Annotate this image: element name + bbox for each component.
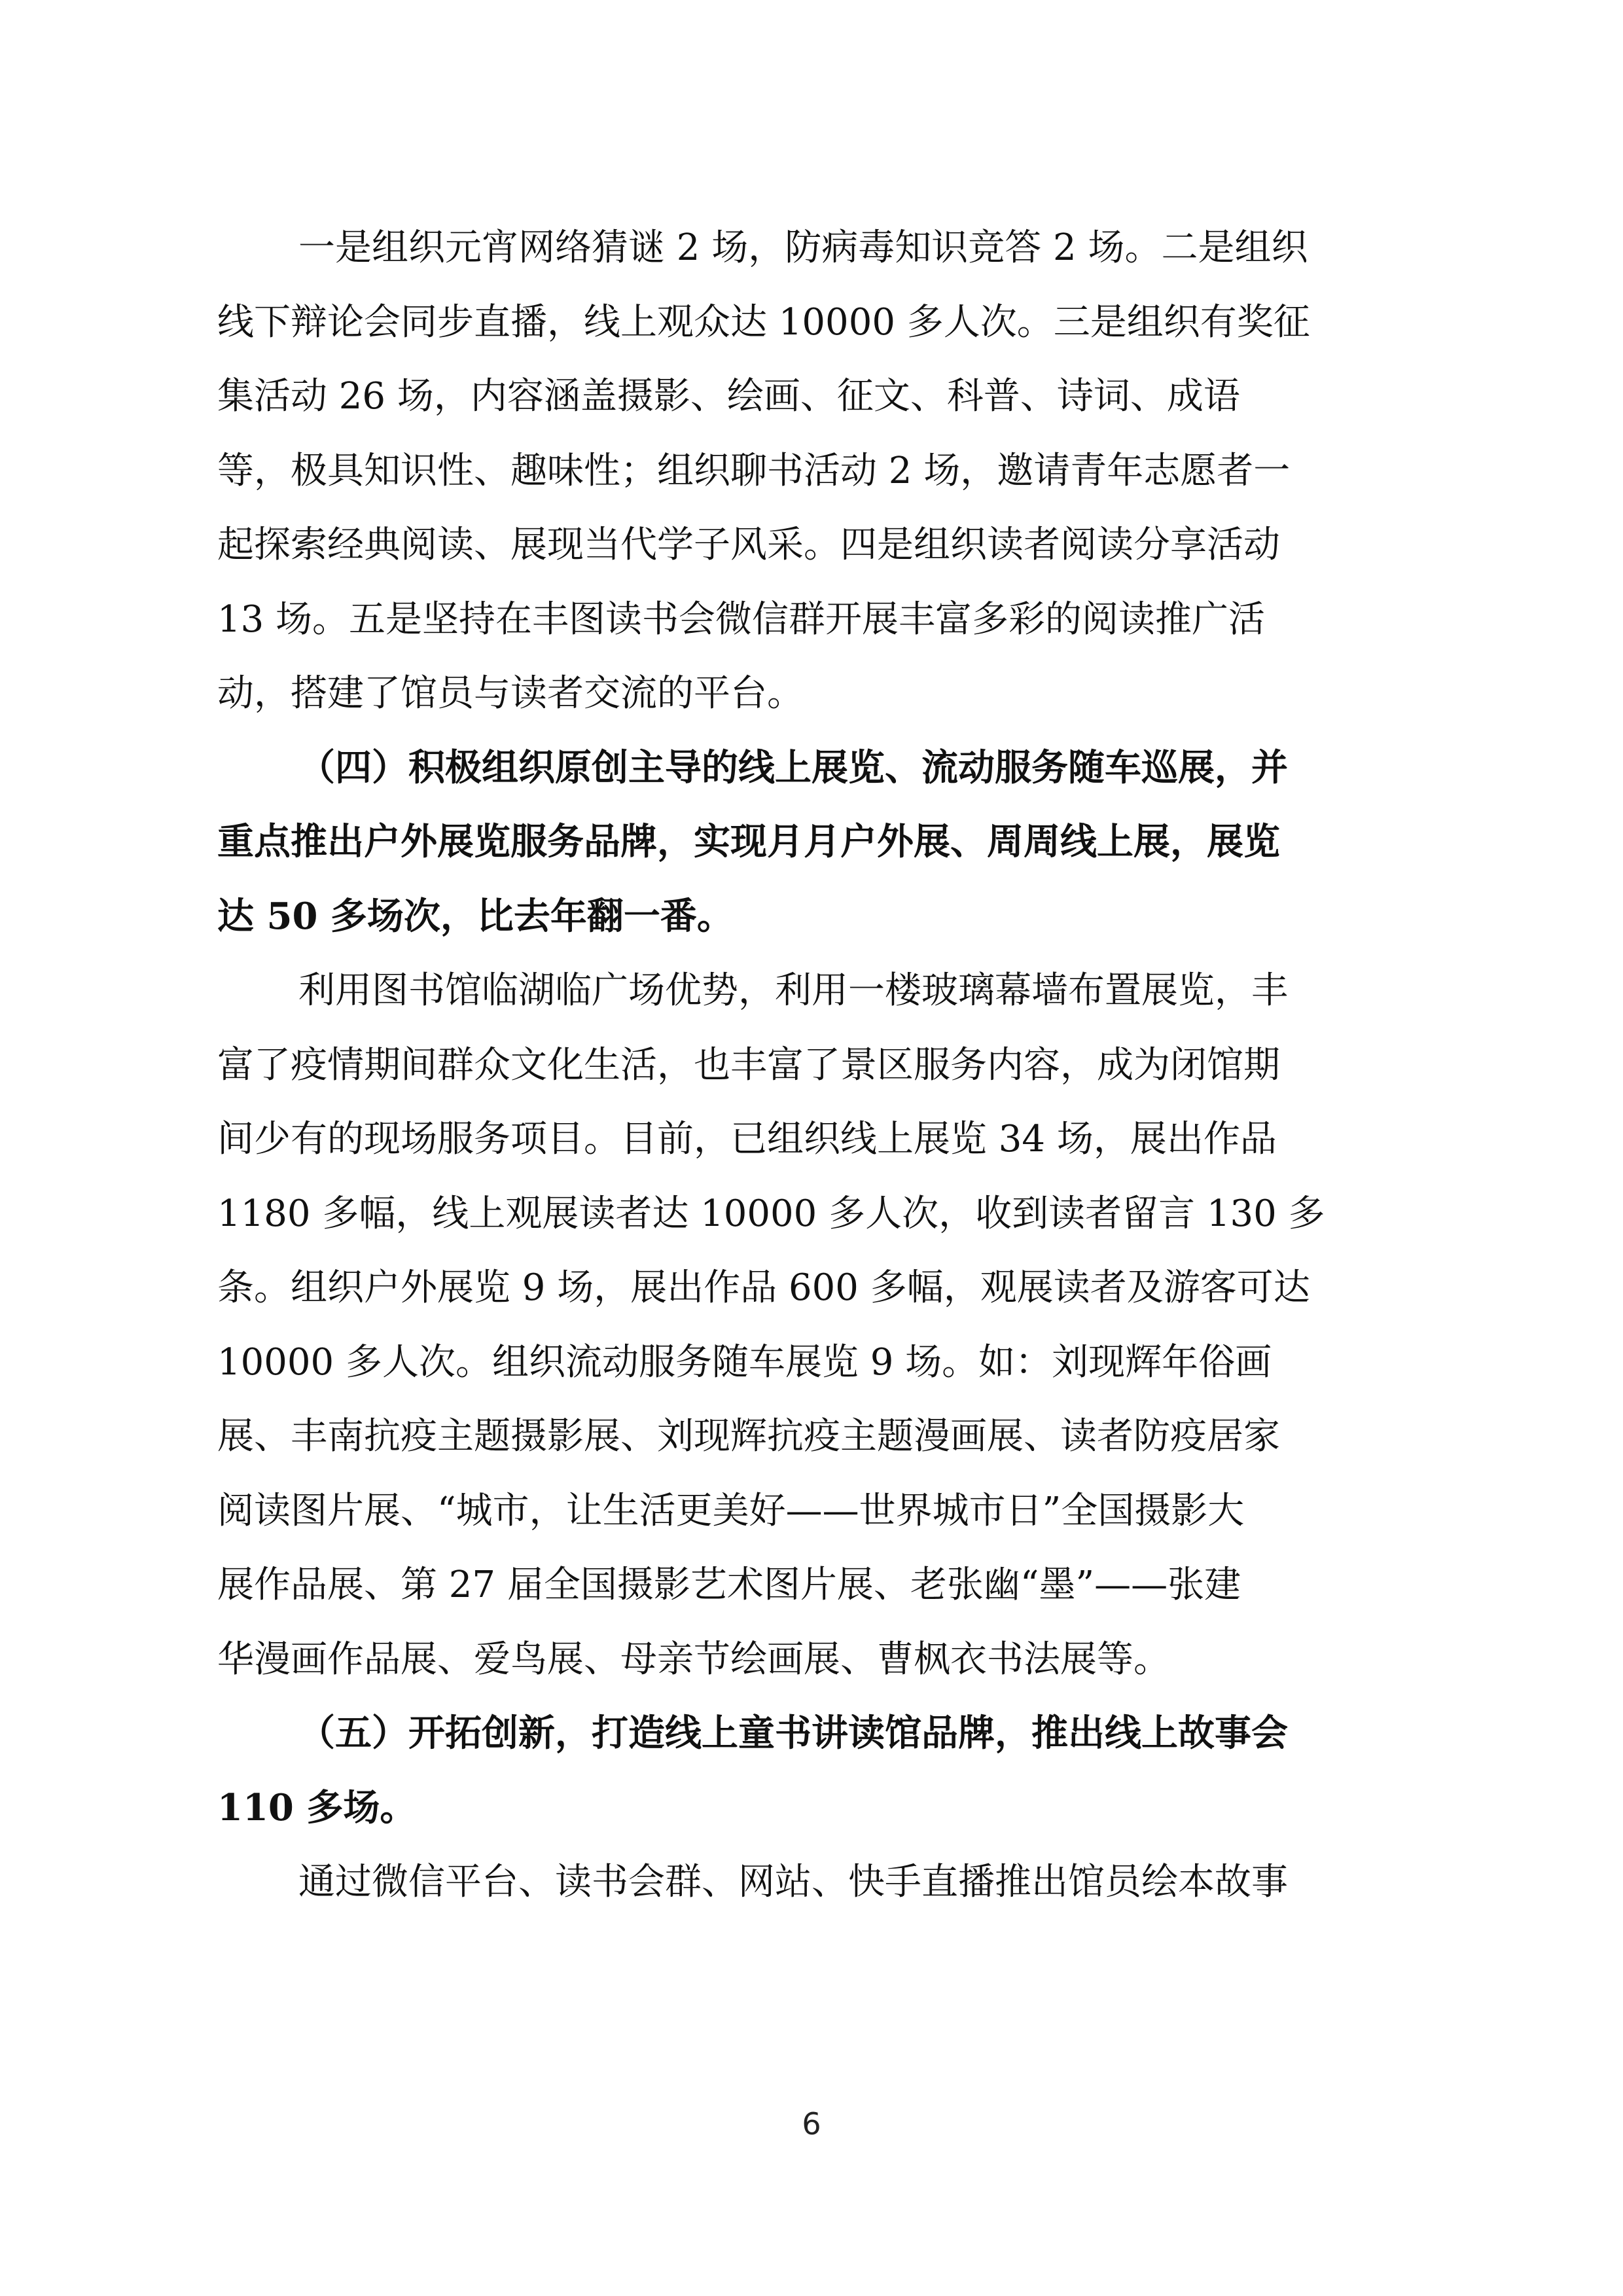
section-heading-4 <box>217 731 1406 954</box>
text-line: 展作品展、第 27 届全国摄影艺术图片展、老张幽“墨”——张建 <box>217 1564 1241 1606</box>
heading-line: （五）开拓创新，打造线上童书讲读馆品牌，推出线上故事会 <box>298 1712 1288 1755</box>
text-line: 1180 多幅，线上观展读者达 10000 多人次，收到读者留言 130 多 <box>217 1192 1325 1235</box>
paragraph-storytelling <box>217 1845 1406 1920</box>
paragraph-exhibitions <box>217 954 1406 1696</box>
text-line: 线下辩论会同步直播，线上观众达 10000 多人次。三是组织有奖征 <box>217 300 1310 344</box>
heading-line: 达 50 多场次，比去年翻一番。 <box>217 894 734 938</box>
page-number: 6 <box>802 2106 821 2142</box>
text-line: 动，搭建了馆员与读者交流的平台。 <box>217 672 804 715</box>
heading-line: （四）积极组织原创主导的线上展览、流动服务随车巡展，并 <box>298 745 1288 789</box>
text-line: 利用图书馆临湖临广场优势，利用一楼玻璃幕墙布置展览，丰 <box>298 969 1288 1012</box>
text-line: 条。组织户外展览 9 场，展出作品 600 多幅，观展读者及游客可达 <box>217 1266 1310 1309</box>
heading-line: 110 多场。 <box>217 1785 417 1829</box>
text-line: 展、丰南抗疫主题摄影展、刘现辉抗疫主题漫画展、读者防疫居家 <box>217 1415 1280 1458</box>
text-line: 通过微信平台、读书会群、网站、快手直播推出馆员绘本故事 <box>298 1861 1288 1903</box>
text-line: 13 场。五是坚持在丰图读书会微信群开展丰富多彩的阅读推广活 <box>217 598 1266 641</box>
text-line: 富了疫情期间群众文化生活，也丰富了景区服务内容，成为闭馆期 <box>217 1043 1280 1086</box>
text-line: 起探索经典阅读、展现当代学子风采。四是组织读者阅读分享活动 <box>217 524 1280 566</box>
text-line: 华漫画作品展、爱鸟展、母亲节绘画展、曹枫衣书法展等。 <box>217 1638 1170 1681</box>
body-text <box>217 211 1406 1920</box>
section-heading-5 <box>217 1696 1406 1845</box>
text-line: 间少有的现场服务项目。目前，已组织线上展览 34 场，展出作品 <box>217 1118 1277 1160</box>
text-line: 一是组织元宵网络猜谜 2 场，防病毒知识竞答 2 场。二是组织 <box>298 226 1308 269</box>
text-line: 阅读图片展、“城市，让生活更美好——世界城市日”全国摄影大 <box>217 1489 1245 1532</box>
text-line: 等，极具知识性、趣味性；组织聊书活动 2 场，邀请青年志愿者一 <box>217 449 1291 492</box>
text-line: 集活动 26 场，内容涵盖摄影、绘画、征文、科普、诗词、成语 <box>217 375 1240 418</box>
text-line: 10000 多人次。组织流动服务随车展览 9 场。如：刘现辉年俗画 <box>217 1340 1272 1384</box>
heading-line: 重点推出户外展览服务品牌，实现月月户外展、周周线上展，展览 <box>217 820 1280 863</box>
paragraph-activities <box>217 211 1406 731</box>
